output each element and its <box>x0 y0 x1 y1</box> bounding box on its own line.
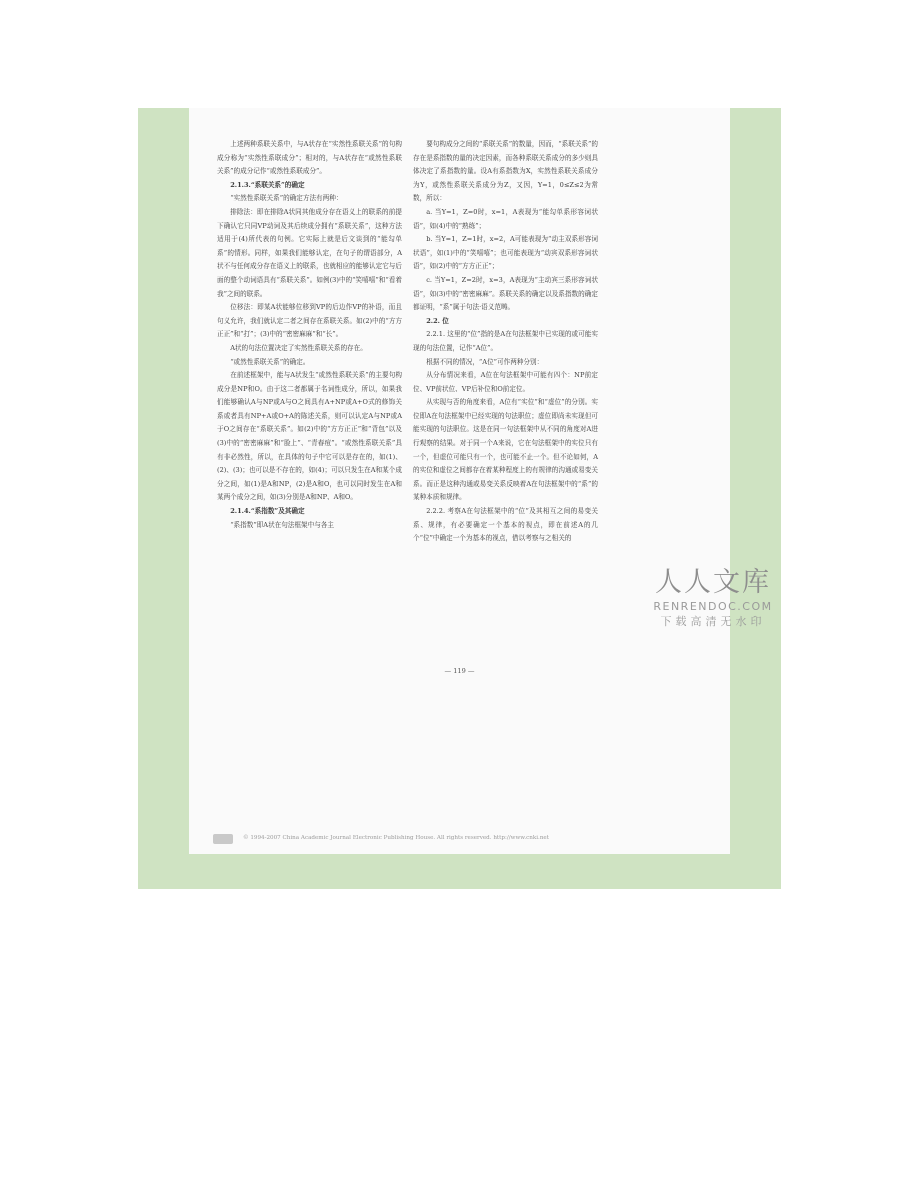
paragraph: “实然性系联关系”的确定方法有两种： <box>230 194 343 203</box>
paragraph: 在前述框架中，能与A状发生“或然性系联关系”的主要句构成分是NP和O。由于这二者都属于名词性成分，所以，如果我们能够确认A与NP或A与O之间具有A+NP或A+O式的修饰关系或者具有NP+A或O+A的陈述关系，则可以认定A与NP或A于O之间存在“系联关系”。如(2)中的“方方正正”和“背包”以及(3)中的“密密麻麻”和“脸上”、“青春痘”。“或然性系联关系”具有非必然性，所以，在具体的句子中它可以是存在的，如(1)、(2)、(3)；也可以是不存在的，如(4)；可以只发生在A和某个成分之间，如(1)是A和NP，(2)是A和O，也可以同时发生在A和某两个成分之间，如(3)分别是A和NP、A和O。 <box>217 371 402 502</box>
paragraph: b. 当Y=1，Z=1时，x=2，A可能表现为“动主双系形容词状语”，如(1)中的“笑嘻嘻”；也可能表现为“动宾双系形容词状语”，如(2)中的“方方正正”； <box>413 235 598 271</box>
paragraph: 根据不同的情况，“A位”可作两种分别： <box>426 357 544 366</box>
right-column <box>413 138 598 546</box>
paragraph: 位移法：即某A状能够位移到VP的后边作VP的补语，而且句义允许，我们就认定二者之间存在系联关系。如(2)中的“方方正正”和“打”；(3)中的“密密麻麻”和“长”。 <box>217 303 402 339</box>
document-page <box>189 108 730 854</box>
watermark-domain: RENRENDOC.COM <box>653 600 773 613</box>
paragraph: 2.2.1. 这里的“位”指的是A在句法框架中已实现的或可能实现的句法位置，记作“A位”。 <box>413 330 598 352</box>
paragraph: 排除法：即在排除A状同其他成分存在语义上的联系的前提下确认它只同VP动词及其后续成分拥有“系联关系”，这种方法适用于(4)所代表的句例。它实际上就是后文谈到的“能勾单系”的情形。同样，如果我们能够认定，在句子的谓语部分，A状不与任何成分存在语义上的联系，也就相应的能够认定它与后面的整个动词语具有“系联关系”。如例(3)中的“笑嘻嘻”和“看着我”之间的联系。 <box>217 207 402 298</box>
section-heading: 2.2. 位 <box>426 316 449 325</box>
page-number: — 119 — <box>444 667 475 675</box>
paragraph: 从分布情况来看，A位在句法框架中可能有四个：NP前定位、VP前状位、VP后补位和O前定位。 <box>413 371 598 393</box>
paragraph: “系指数”即A状在句法框架中与各主 <box>230 520 335 529</box>
paragraph: “或然性系联关系”的确定。 <box>230 357 310 366</box>
paragraph: 从实现与否的角度来看，A位有“实位”和“虚位”的分别。实位即A在句法框架中已经实现的句法职位；虚位即尚未实现但可能实现的句法职位。这是在同一句法框架中从不同的角度对A进行观察的结果。对于同一个A来说，它在句法框架中的实位只有一个，但虚位可能只有一个，也可能不止一个。但不论如何，A的实位和虚位之间都存在着某种程度上的有规律的沟通或易变关系。而正是这种沟通或易变关系反映着A在句法框架中的“系”的某种本质和规律。 <box>413 398 598 502</box>
paragraph: A状的句法位置决定了实然性系联关系的存在。 <box>230 343 367 352</box>
section-heading: 2.1.3.“系联关系”的确定 <box>230 180 305 189</box>
copyright-footer <box>213 834 713 848</box>
section-heading: 2.1.4.“系指数”及其确定 <box>230 507 305 516</box>
paragraph: a. 当Y=1，Z=0时，x=1，A表现为“能勾单系形容词状语”，如(4)中的“熟练”； <box>413 207 598 230</box>
paragraph: 上述两种系联关系中，与A状存在“实然性系联关系”的句构成分称为“实然性系联成分”；相对的，与A状存在“或然性系联关系”的成分记作“或然性系联成分”。 <box>217 140 402 176</box>
paragraph: 要句构成分之间的“系联关系”的数量，因而，“系联关系”的存在是系指数的量的决定因素，而各种系联关系成分的多少则具体决定了系指数的量。设A有系指数为X，实然性系联关系成分为Y，或然性系联关系成分为Z，又因，Y=1，0≤Z≤2为常数，所以： <box>413 140 598 203</box>
copyright-text: © 1994-2007 China Academic Journal Electronic Publishing House. All rights reserved. http://www.cnki.net <box>243 835 549 841</box>
watermark-subtitle: 下载高清无水印 <box>660 615 766 628</box>
paragraph: 2.2.2. 考察A在句法框架中的“位”及其相互之间的易变关系、规律，有必要确定一个基本的视点，即在前述A的几个“位”中确定一个为基本的视点，借以考察与之相关的 <box>413 507 598 543</box>
watermark <box>648 566 778 630</box>
cnki-logo-icon <box>213 834 233 844</box>
left-column <box>217 138 402 532</box>
paragraph: c. 当Y=1，Z=2时，x=3，A表现为“主动宾三系形容词状语”，如(3)中的“密密麻麻”。系联关系的确定以及系指数的确定都证明，“系”属于句法·语义范畴。 <box>413 275 598 312</box>
watermark-title: 人人文库 <box>655 567 771 598</box>
